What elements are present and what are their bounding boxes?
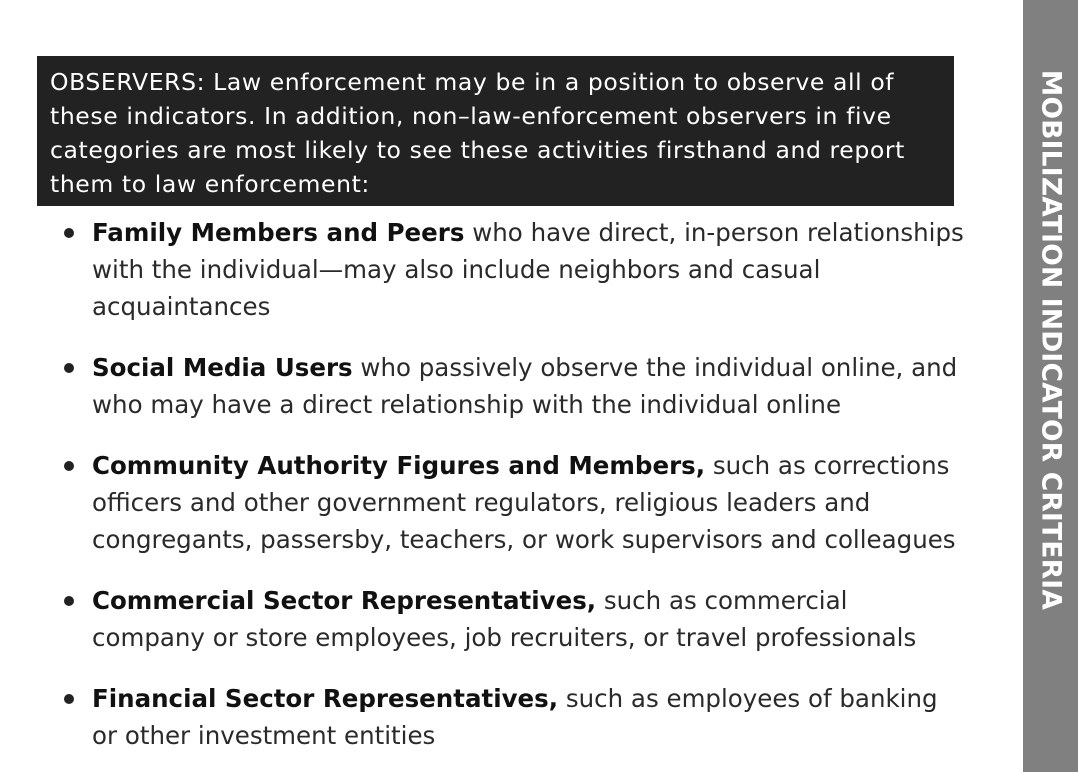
bullet-icon	[64, 461, 74, 471]
category-name: Financial Sector Representatives,	[92, 684, 559, 713]
bullet-icon	[64, 694, 74, 704]
category-description: such as corrections officers and other government regulators, religious leaders and congregants, passersby, teachers, or work supervisors and colleagues	[92, 451, 956, 554]
section-side-tab	[1023, 0, 1078, 772]
list-item	[64, 214, 964, 325]
category-name: Family Members and Peers	[92, 218, 465, 247]
bullet-icon	[64, 363, 74, 373]
bullet-icon	[64, 596, 74, 606]
category-description: such as employees of banking or other investment entities	[92, 684, 938, 750]
category-name: Social Media Users	[92, 353, 353, 382]
list-item	[64, 349, 964, 423]
category-description: who passively observe the individual online, and who may have a direct relationship with the individual online	[92, 353, 958, 419]
category-description: such as commercial company or store employees, job recruiters, or travel professionals	[92, 586, 917, 652]
list-item	[64, 447, 964, 558]
bullet-icon	[64, 228, 74, 238]
observer-categories-list	[64, 214, 964, 754]
category-name: Commercial Sector Representatives,	[92, 586, 597, 615]
section-title: MOBILIZATION INDICATOR CRITERIA	[1035, 69, 1066, 611]
list-item	[64, 582, 964, 656]
category-name: Community Authority Figures and Members,	[92, 451, 706, 480]
category-description: who have direct, in-person relationships with the individual—may also include neighbors and casual acquaintances	[92, 218, 964, 321]
observers-callout	[37, 56, 954, 206]
observers-text: OBSERVERS: Law enforcement may be in a position to observe all of these indicators. In addition, non–law-enforcement observers in five categories are most likely to see these activities firsthand and report them to law enforcement:	[50, 68, 905, 198]
list-item	[64, 680, 964, 754]
